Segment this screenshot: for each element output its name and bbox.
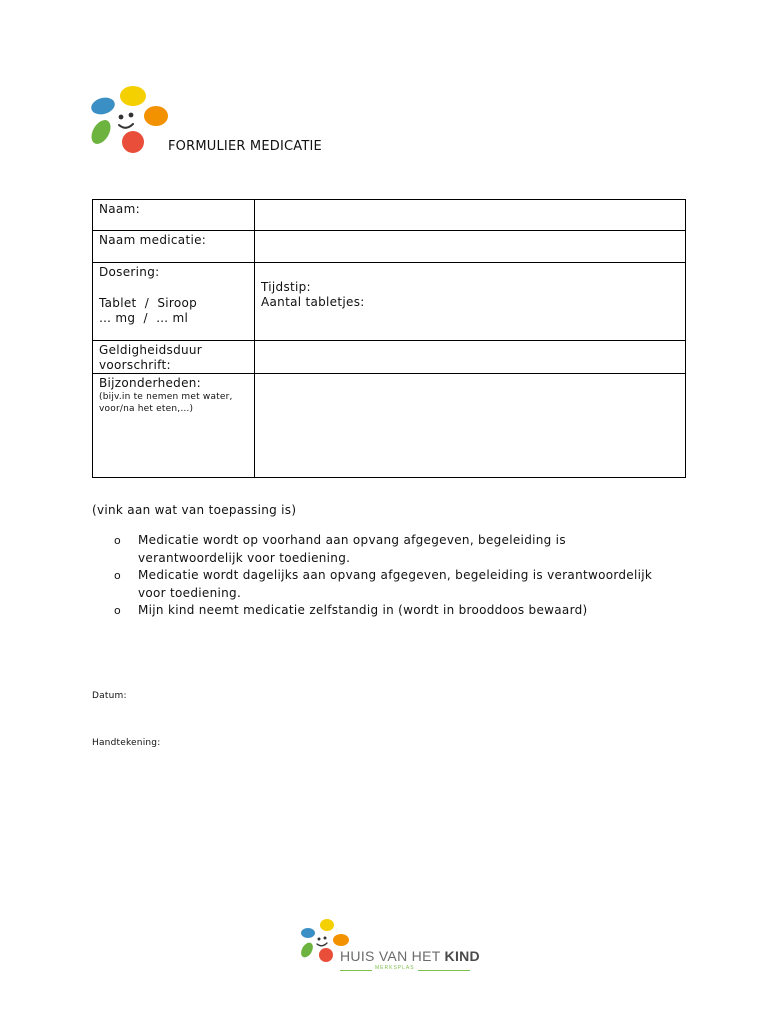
footer-brand-sub: MERKSPLAS [372, 965, 418, 971]
checkbox-circle-icon[interactable]: o [114, 569, 122, 582]
options-list [114, 532, 674, 620]
footer-eye-left [318, 938, 321, 941]
checkbox-circle-icon[interactable]: o [114, 534, 122, 547]
logo-smile [119, 124, 133, 128]
option-text: Medicatie wordt op voorhand aan opvang afgegeven, begeleiding is verantwoordelijk voor toediening. [138, 533, 566, 565]
list-item[interactable] [114, 532, 674, 567]
logo-eye-right [129, 113, 134, 118]
details-field[interactable] [255, 374, 686, 478]
medication-form-table [92, 199, 686, 478]
flower-logo-icon [88, 84, 172, 156]
footer-brand-bold: KIND [444, 948, 480, 964]
validity-field[interactable] [255, 341, 686, 374]
details-hint: (bijv.in te nemen met water, voor/na het eten,…) [99, 392, 233, 414]
medication-label: Naam medicatie: [93, 231, 255, 263]
dosage-label: Dosering: [99, 265, 160, 279]
logo-petal-orange [144, 106, 168, 126]
table-row [93, 374, 686, 478]
dosage-details-field[interactable] [255, 263, 686, 341]
option-text: Mijn kind neemt medicatie zelfstandig in (wordt in brooddoos bewaard) [138, 603, 588, 617]
list-item[interactable] [114, 602, 674, 620]
list-item[interactable] [114, 567, 674, 602]
name-field[interactable] [255, 200, 686, 231]
footer-petal-blue [301, 928, 315, 938]
footer-petal-orange [333, 934, 349, 946]
table-row [93, 200, 686, 231]
footer-petal-yellow [320, 919, 334, 931]
instructions-text: (vink aan wat van toepassing is) [92, 503, 297, 517]
logo-petal-blue [89, 95, 116, 117]
footer-brand [340, 948, 480, 964]
logo-eye-left [119, 115, 124, 120]
details-cell [93, 374, 255, 478]
logo-petal-red [122, 131, 144, 153]
signature-label: Handtekening: [92, 738, 161, 748]
logo-petal-green [88, 117, 114, 148]
footer-eye-right [324, 937, 327, 940]
dosage-cell [93, 263, 255, 341]
date-label: Datum: [92, 691, 127, 701]
dosage-form: Tablet / Siroop [99, 296, 198, 310]
footer-smile [317, 943, 327, 946]
footer-brand-main: HUIS VAN HET [340, 948, 441, 964]
footer-petal-green [299, 941, 316, 960]
checkbox-circle-icon[interactable]: o [114, 604, 122, 617]
validity-label: Geldigheidsduur voorschrift: [93, 341, 255, 374]
dosage-units: … mg / … ml [99, 311, 189, 325]
time-label: Tijdstip: [261, 280, 311, 294]
name-label: Naam: [93, 200, 255, 231]
medication-field[interactable] [255, 231, 686, 263]
option-text: Medicatie wordt dagelijks aan opvang afgegeven, begeleiding is verantwoordelijk voor toediening. [138, 568, 653, 600]
table-row [93, 231, 686, 263]
logo-petal-yellow [120, 86, 146, 106]
details-label: Bijzonderheden: [99, 376, 202, 390]
tablets-label: Aantal tabletjes: [261, 295, 365, 309]
footer-petal-red [319, 948, 333, 962]
table-row [93, 263, 686, 341]
page-title: FORMULIER MEDICATIE [168, 139, 322, 154]
table-row [93, 341, 686, 374]
